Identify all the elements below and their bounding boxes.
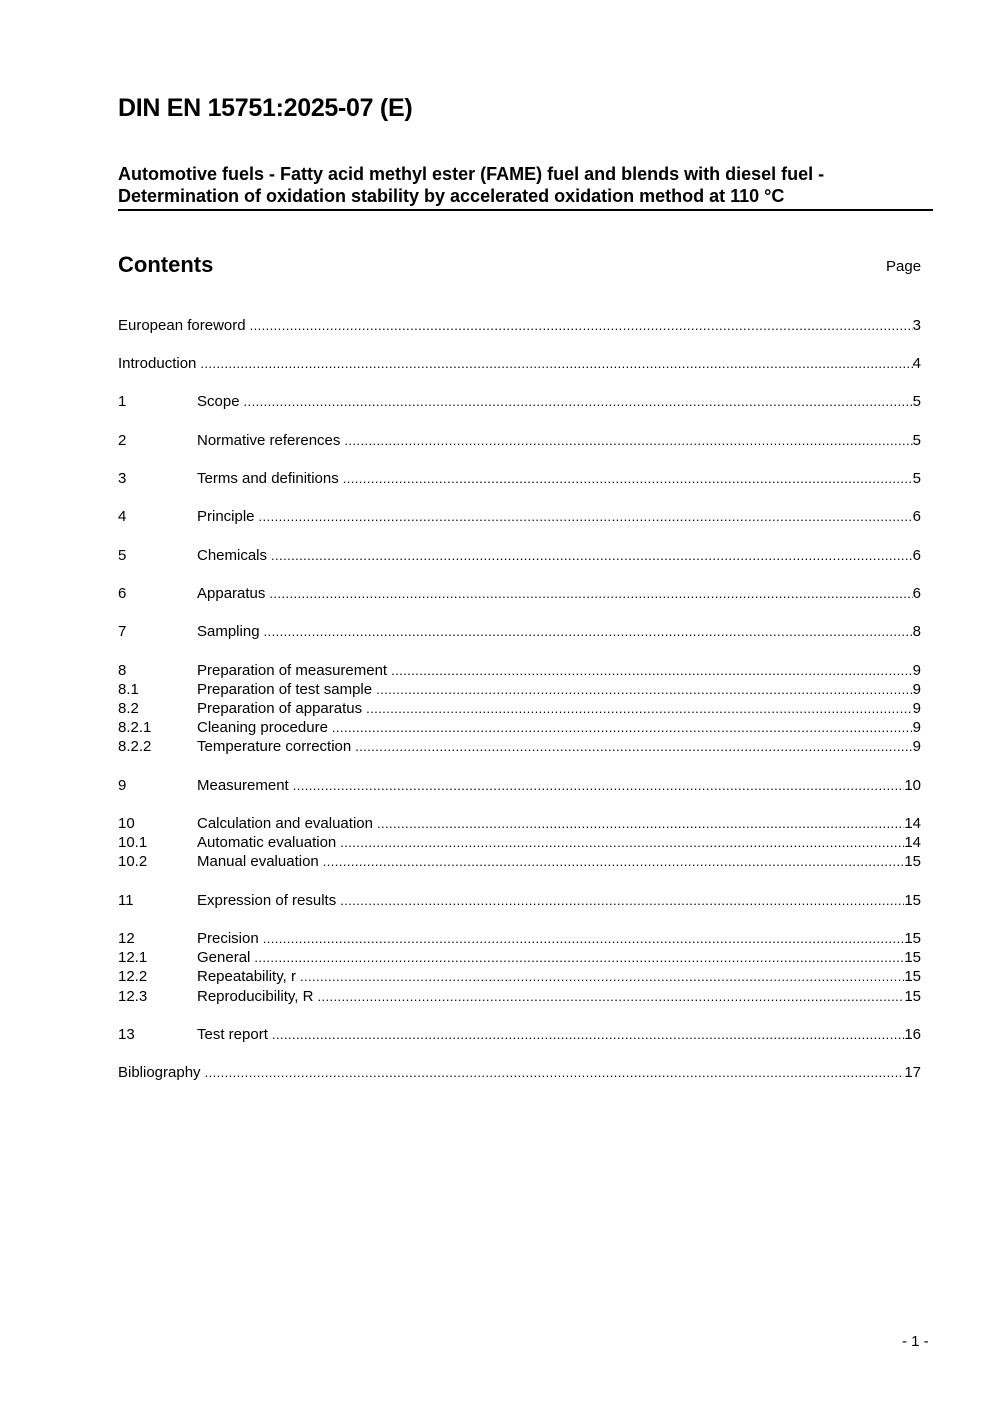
toc-entry-page: 9 [912,700,921,717]
toc-entry-preparation-of-measurement[interactable] [118,661,921,680]
document-title: DIN EN 15751:2025-07 (E) [118,94,413,122]
toc-entry-number: 10 [118,815,135,832]
toc-entry-label: Scope [197,393,240,410]
toc-entry-manual-evaluation[interactable] [118,852,921,871]
toc-dot-leader [272,1025,904,1044]
toc-entry-label: Introduction [118,355,197,372]
toc-dot-leader [340,891,904,910]
toc-entry-number: 12.1 [118,949,148,966]
toc-dot-leader [269,584,912,603]
toc-entry-label: Sampling [197,623,260,640]
toc-entry-page: 5 [912,470,921,487]
toc-entry-sampling[interactable] [118,622,921,641]
toc-dot-leader [259,507,913,526]
toc-dot-leader [250,316,913,335]
toc-entry-number: 6 [118,585,127,602]
toc-entry-page: 15 [904,988,921,1005]
toc-entry-page: 3 [912,317,921,334]
toc-entry-label: Calculation and evaluation [197,815,373,832]
toc-dot-leader [200,354,912,373]
toc-entry-label: Chemicals [197,547,268,564]
toc-dot-leader [366,699,913,718]
toc-entry-page: 9 [912,719,921,736]
toc-entry-page: 15 [904,968,921,985]
toc-entry-page: 9 [912,662,921,679]
toc-entry-preparation-of-apparatus[interactable] [118,699,921,718]
toc-entry-repeatability[interactable] [118,967,921,986]
toc-entry-label: Bibliography [118,1064,201,1081]
toc-entry-number: 13 [118,1026,135,1043]
toc-entry-page: 14 [904,834,921,851]
toc-entry-label: European foreword [118,317,246,334]
toc-entry-number: 4 [118,508,127,525]
toc-entry-label: Preparation of apparatus [197,700,363,717]
toc-entry-number: 8.1 [118,681,139,698]
toc-entry-bibliography[interactable] [118,1063,921,1082]
toc-entry-number: 12.3 [118,988,148,1005]
toc-dot-leader [344,431,912,450]
toc-entry-number: 10.1 [118,834,148,851]
toc-dot-leader [254,948,904,967]
toc-dot-leader [376,680,913,699]
toc-entry-principle[interactable] [118,507,921,526]
toc-entry-number: 8.2.1 [118,719,152,736]
toc-entry-label: Manual evaluation [197,853,319,870]
toc-entry-number: 8 [118,662,127,679]
toc-entry-page: 9 [912,681,921,698]
toc-entry-number: 12 [118,930,135,947]
subtitle-line-2: Determination of oxidation stability by accelerated oxidation method at 110 °C [118,186,785,206]
toc-entry-label: Normative references [197,432,341,449]
toc-entry-page: 15 [904,853,921,870]
toc-dot-leader [391,661,913,680]
toc-dot-leader [343,469,913,488]
toc-entry-label: Measurement [197,777,289,794]
toc-entry-label: Apparatus [197,585,266,602]
toc-entry-page: 17 [904,1064,921,1081]
document-subtitle [118,163,933,211]
toc-entry-scope[interactable] [118,392,921,411]
toc-entry-page: 15 [904,949,921,966]
toc-dot-leader [300,967,904,986]
toc-dot-leader [205,1063,905,1082]
toc-entry-number: 11 [118,892,134,909]
page-column-heading: Page [886,258,922,275]
toc-entry-label: General [197,949,251,966]
toc-entry-calculation-and-evaluation[interactable] [118,814,921,833]
toc-entry-page: 5 [912,393,921,410]
toc-entry-label: Preparation of test sample [197,681,373,698]
toc-dot-leader [355,737,912,756]
toc-entry-number: 1 [118,393,127,410]
toc-entry-page: 8 [912,623,921,640]
toc-entry-page: 6 [912,508,921,525]
toc-entry-label: Repeatability, r [197,968,296,985]
toc-entry-page: 6 [912,547,921,564]
toc-entry-page: 15 [904,892,921,909]
toc-entry-general[interactable] [118,948,921,967]
toc-entry-number: 8.2.2 [118,738,152,755]
toc-entry-number: 10.2 [118,853,148,870]
toc-entry-measurement[interactable] [118,776,921,795]
subtitle-line-1: Automotive fuels - Fatty acid methyl ester (FAME) fuel and blends with diesel fuel - [118,164,825,184]
toc-entry-label: Terms and definitions [197,470,339,487]
toc-entry-introduction[interactable] [118,354,921,373]
toc-entry-label: Expression of results [197,892,337,909]
toc-entry-temperature-correction[interactable] [118,737,921,756]
page-number: - 1 - [902,1333,929,1350]
toc-entry-label: Cleaning procedure [197,719,328,736]
toc-entry-number: 3 [118,470,127,487]
toc-entry-page: 9 [912,738,921,755]
toc-dot-leader [244,392,913,411]
toc-entry-number: 2 [118,432,127,449]
toc-entry-chemicals[interactable] [118,546,921,565]
toc-dot-leader [377,814,904,833]
toc-dot-leader [271,546,913,565]
toc-entry-label: Reproducibility, R [197,988,314,1005]
toc-dot-leader [332,718,913,737]
contents-heading: Contents [118,252,214,277]
toc-entry-page: 10 [904,777,921,794]
toc-entry-normative-references[interactable] [118,431,921,450]
toc-entry-label: Preparation of measurement [197,662,388,679]
toc-entry-page: 16 [904,1026,921,1043]
toc-entry-number: 5 [118,547,127,564]
toc-dot-leader [293,776,905,795]
toc-entry-precision[interactable] [118,929,921,948]
toc-dot-leader [317,987,904,1006]
toc-dot-leader [263,929,905,948]
toc-entry-page: 14 [904,815,921,832]
toc-entry-automatic-evaluation[interactable] [118,833,921,852]
toc-entry-label: Principle [197,508,255,525]
toc-entry-reproducibility[interactable] [118,987,921,1006]
toc-entry-page: 5 [912,432,921,449]
toc-entry-expression-of-results[interactable] [118,891,921,910]
toc-entry-test-report[interactable] [118,1025,921,1044]
toc-entry-number: 9 [118,777,127,794]
toc-entry-label: Precision [197,930,259,947]
toc-dot-leader [264,622,913,641]
toc-dot-leader [323,852,905,871]
toc-entry-number: 12.2 [118,968,148,985]
toc-entry-page: 6 [912,585,921,602]
toc-entry-preparation-of-test-sample[interactable] [118,680,921,699]
toc-entry-cleaning-procedure[interactable] [118,718,921,737]
toc-entry-label: Test report [197,1026,268,1043]
toc-entry-european-foreword[interactable] [118,316,921,335]
toc-entry-page: 4 [912,355,921,372]
toc-entry-terms-and-definitions[interactable] [118,469,921,488]
toc-entry-number: 7 [118,623,127,640]
toc-entry-page: 15 [904,930,921,947]
toc-dot-leader [340,833,904,852]
toc-entry-label: Automatic evaluation [197,834,337,851]
toc-entry-number: 8.2 [118,700,139,717]
toc-entry-apparatus[interactable] [118,584,921,603]
toc-entry-label: Temperature correction [197,738,352,755]
